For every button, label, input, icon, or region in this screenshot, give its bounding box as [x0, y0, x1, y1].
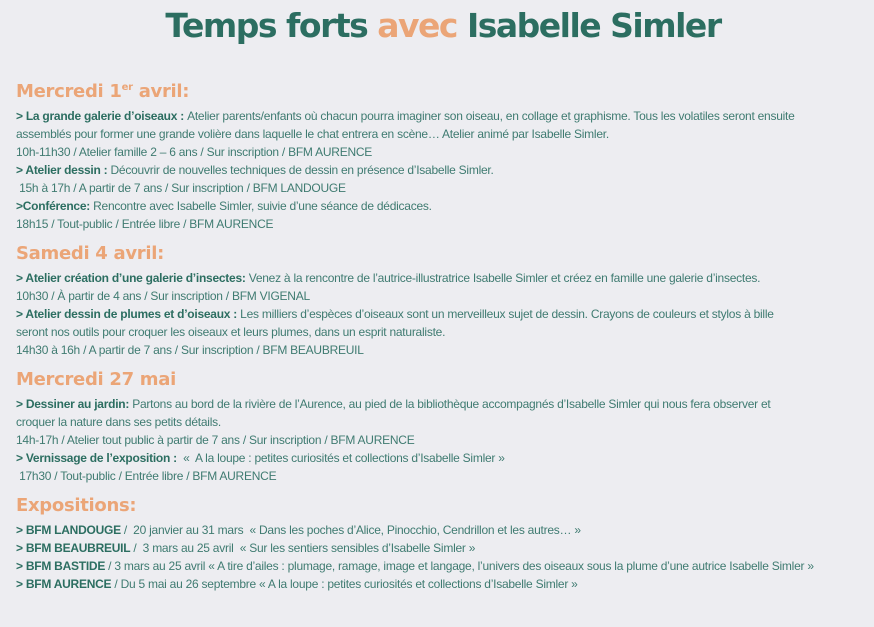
section-heading: Samedi 4 avril:	[16, 243, 164, 264]
flyer-page	[0, 6, 874, 593]
event-line: > BFM BASTIDE / 3 mars au 25 avril « A tire d’ailes : plumage, ramage, image et langage, l’univers des oiseaux sous la plume d’une autrice Isabelle Simler »	[16, 559, 814, 573]
event-line: 17h30 / Tout-public / Entrée libre / BFM AURENCE	[16, 469, 277, 483]
event-line: seront nos outils pour croquer les oiseaux et leurs plumes, dans un esprit naturaliste.	[16, 325, 446, 339]
event-line: > Atelier création d’une galerie d’insectes: Venez à la rencontre de l’autrice-illustratrice Isabelle Simler et créez en famille une galerie d’insectes.	[16, 271, 761, 285]
event-line: 18h15 / Tout-public / Entrée libre / BFM AURENCE	[16, 217, 274, 231]
title-part-avec: avec	[377, 6, 457, 45]
section-heading: Expositions:	[16, 495, 137, 516]
event-line: assemblés pour former une grande volière dans laquelle le chat entrera en scène… Atelier animé par Isabelle Simler.	[16, 127, 609, 141]
event-line: 10h-11h30 / Atelier famille 2 – 6 ans / Sur inscription / BFM AURENCE	[16, 145, 373, 159]
event-line: 14h-17h / Atelier tout public à partir de 7 ans / Sur inscription / BFM AURENCE	[16, 433, 415, 447]
event-line: > Vernissage de l’exposition : « A la loupe : petites curiosités et collections d’Isabelle Simler »	[16, 451, 505, 465]
section-expositions	[16, 495, 870, 593]
event-line: 10h30 / À partir de 4 ans / Sur inscription / BFM VIGENAL	[16, 289, 310, 303]
section-mercredi-1-avril	[16, 81, 870, 233]
title-part-3: Isabelle Simler	[456, 6, 721, 45]
event-line: 15h à 17h / A partir de 7 ans / Sur inscription / BFM LANDOUGE	[16, 181, 346, 195]
event-line: croquer la nature dans ses petits détails.	[16, 415, 221, 429]
event-line: > BFM LANDOUGE / 20 janvier au 31 mars « Dans les poches d’Alice, Pinocchio, Cendrillon et les autres… »	[16, 523, 581, 537]
title-part-1: Temps forts	[165, 6, 378, 45]
event-line: >Conférence: Rencontre avec Isabelle Simler, suivie d’une séance de dédicaces.	[16, 199, 432, 213]
event-line: > Atelier dessin : Découvrir de nouvelles techniques de dessin en présence d’Isabelle Simler.	[16, 163, 494, 177]
event-line: > Dessiner au jardin: Partons au bord de la rivière de l’Aurence, au pied de la bibliothèque accompagnés d’Isabelle Simler qui nous fera observer et	[16, 397, 771, 411]
event-line: > La grande galerie d’oiseaux : Atelier parents/enfants où chacun pourra imaginer son oiseau, en collage et graphisme. Tous les volatiles seront ensuite	[16, 109, 795, 123]
section-mercredi-27-mai	[16, 369, 870, 485]
event-line: > BFM BEAUBREUIL / 3 mars au 25 avril « Sur les sentiers sensibles d’Isabelle Simler »	[16, 541, 476, 555]
section-samedi-4-avril	[16, 243, 870, 359]
event-line: > Atelier dessin de plumes et d’oiseaux : Les milliers d’espèces d’oiseaux sont un merveilleux sujet de dessin. Crayons de couleurs et stylos à bille	[16, 307, 774, 321]
section-heading: Mercredi 27 mai	[16, 369, 176, 390]
section-heading: Mercredi 1er avril:	[16, 81, 190, 102]
page-title	[16, 6, 870, 45]
event-line: 14h30 à 16h / A partir de 7 ans / Sur inscription / BFM BEAUBREUIL	[16, 343, 364, 357]
event-line: > BFM AURENCE / Du 5 mai au 26 septembre « A la loupe : petites curiosités et collections d’Isabelle Simler »	[16, 577, 578, 591]
